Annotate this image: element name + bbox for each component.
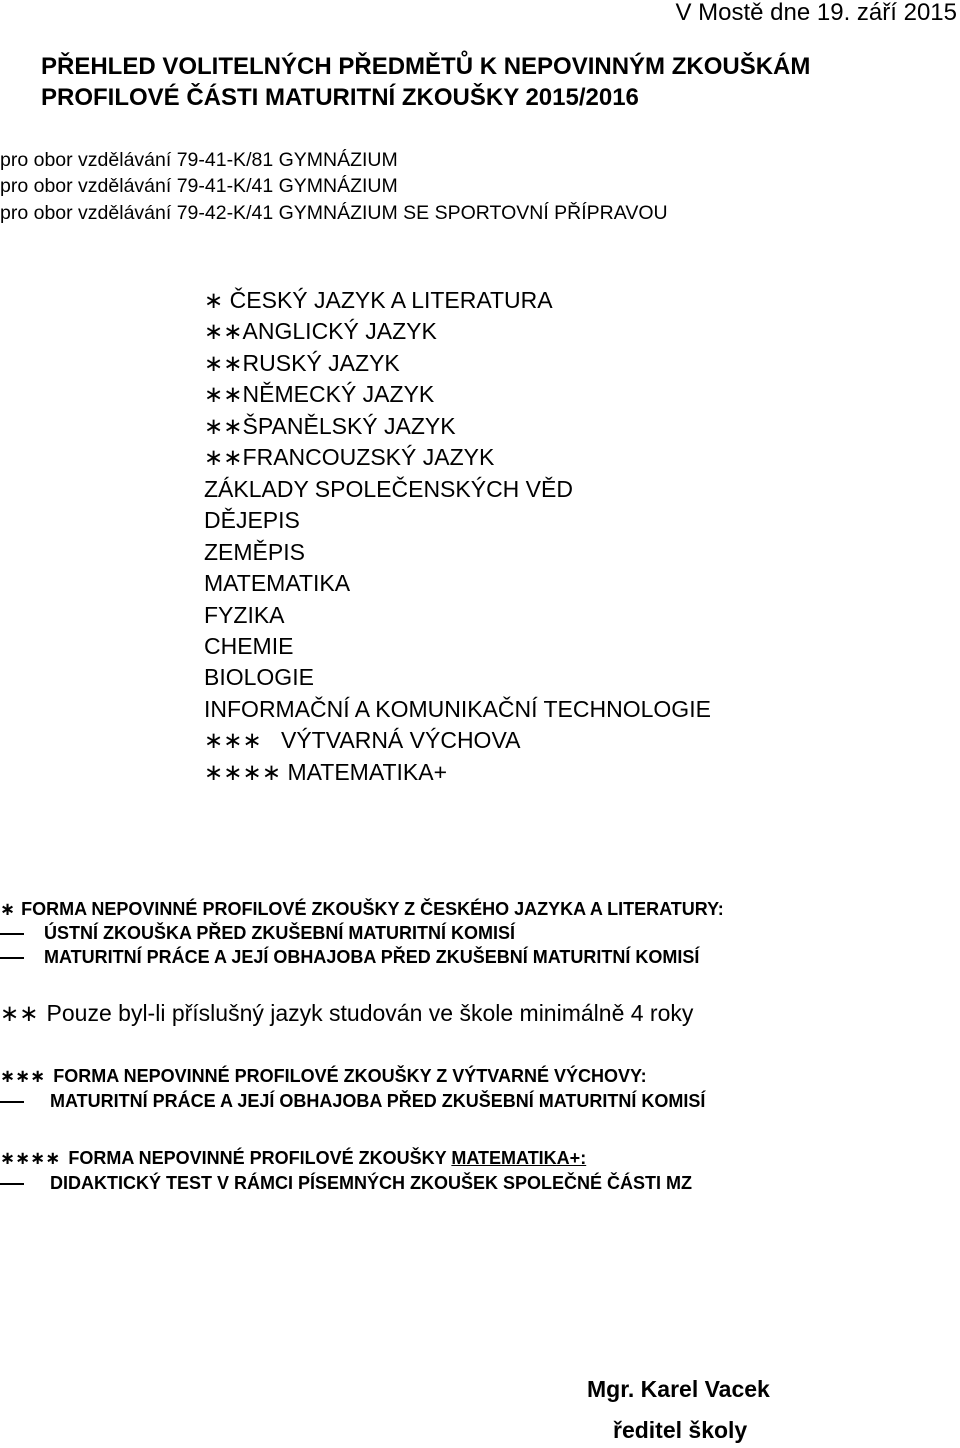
subject-name: VÝTVARNÁ VÝCHOVA	[281, 727, 521, 753]
note-item-text: MATURITNÍ PRÁCE A JEJÍ OBHAJOBA PŘED ZKUŠEBNÍ MATURITNÍ KOMISÍ	[50, 1091, 706, 1111]
field-of-study-3: pro obor vzdělávání 79-42-K/41 GYMNÁZIUM SE SPORTOVNÍ PŘÍPRAVOU	[0, 202, 668, 224]
subject-name: ANGLICKÝ JAZYK	[242, 318, 437, 344]
subject-name: ŠPANĚLSKÝ JAZYK	[242, 413, 456, 439]
asterisk-icon: ∗∗	[204, 381, 243, 407]
subject-item	[204, 631, 293, 662]
subject-name: NĚMECKÝ JAZYK	[242, 381, 435, 407]
subject-item	[204, 568, 350, 599]
signature-role: ředitel školy	[613, 1417, 748, 1443]
subject-name: BIOLOGIE	[204, 664, 314, 690]
subject-item	[204, 411, 456, 442]
signature-name: Mgr. Karel Vacek	[587, 1376, 770, 1402]
note-czech-item-1	[0, 923, 515, 944]
subject-name: MATEMATIKA+	[287, 759, 448, 785]
subject-name: CHEMIE	[204, 633, 294, 659]
dash-bullet	[0, 933, 24, 935]
note-heading-text: FORMA NEPOVINNÉ PROFILOVÉ ZKOUŠKY Z ČESKÉHO JAZYKA A LITERATURY:	[21, 899, 724, 919]
note-czech-item-2	[0, 947, 699, 968]
subject-name: FYZIKA	[204, 602, 285, 628]
note-heading-underlined: MATEMATIKA+:	[451, 1148, 587, 1168]
subject-item	[204, 505, 300, 536]
subject-item	[204, 600, 285, 631]
subject-item	[204, 316, 437, 347]
subject-item	[204, 348, 400, 379]
document-title-line-2: PROFILOVÉ ČÁSTI MATURITNÍ ZKOUŠKY 2015/2016	[41, 84, 639, 111]
asterisk-icon: ∗∗∗∗	[0, 1148, 61, 1168]
subject-name: FRANCOUZSKÝ JAZYK	[242, 444, 495, 470]
subject-item	[204, 474, 573, 505]
subject-name: DĚJEPIS	[204, 507, 300, 533]
note-art-item-1	[0, 1091, 705, 1112]
subject-name: ZEMĚPIS	[204, 539, 305, 565]
note-math-item-1	[0, 1173, 692, 1194]
subject-name: RUSKÝ JAZYK	[242, 350, 400, 376]
asterisk-icon: ∗∗	[0, 1000, 39, 1026]
subject-item	[204, 537, 305, 568]
dash-bullet	[0, 957, 24, 959]
subject-item	[204, 662, 314, 693]
asterisk-icon: ∗∗∗	[0, 1066, 46, 1086]
field-of-study-1: pro obor vzdělávání 79-41-K/81 GYMNÁZIUM	[0, 149, 398, 171]
dash-bullet	[0, 1183, 24, 1185]
subject-item	[204, 725, 520, 756]
note-language-condition	[0, 1000, 693, 1027]
note-heading-text: FORMA NEPOVINNÉ PROFILOVÉ ZKOUŠKY	[68, 1148, 452, 1168]
note-item-text: ÚSTNÍ ZKOUŠKA PŘED ZKUŠEBNÍ MATURITNÍ KOMISÍ	[44, 923, 515, 943]
asterisk-icon: ∗	[0, 899, 16, 919]
note-text: Pouze byl-li příslušný jazyk studován ve škole minimálně 4 roky	[46, 1000, 694, 1026]
dash-bullet	[0, 1101, 24, 1103]
subject-name: MATEMATIKA	[204, 570, 351, 596]
subject-item	[204, 757, 447, 788]
asterisk-icon: ∗∗	[204, 350, 243, 376]
subject-item	[204, 442, 494, 473]
asterisk-icon: ∗∗∗∗	[204, 759, 288, 785]
asterisk-icon: ∗∗	[204, 444, 243, 470]
document-title-line-1: PŘEHLED VOLITELNÝCH PŘEDMĚTŮ K NEPOVINNÝM ZKOUŠKÁM	[41, 53, 811, 80]
note-heading-text: FORMA NEPOVINNÉ PROFILOVÉ ZKOUŠKY Z VÝTVARNÉ VÝCHOVY:	[53, 1066, 647, 1086]
asterisk-icon: ∗∗	[204, 318, 243, 344]
subject-item	[204, 694, 711, 725]
asterisk-icon: ∗∗∗	[204, 727, 281, 753]
subject-name: ZÁKLADY SPOLEČENSKÝCH VĚD	[204, 476, 573, 502]
subject-name: ČESKÝ JAZYK A LITERATURA	[229, 287, 553, 313]
note-item-text: DIDAKTICKÝ TEST V RÁMCI PÍSEMNÝCH ZKOUŠEK SPOLEČNÉ ČÁSTI MZ	[50, 1173, 693, 1193]
note-art-heading	[0, 1066, 647, 1087]
asterisk-icon: ∗	[204, 287, 230, 313]
field-of-study-2: pro obor vzdělávání 79-41-K/41 GYMNÁZIUM	[0, 175, 398, 197]
note-math-heading	[0, 1148, 586, 1169]
subject-item	[204, 379, 434, 410]
asterisk-icon: ∗∗	[204, 413, 243, 439]
note-czech-heading	[0, 899, 724, 920]
document-date: V Mostě dne 19. září 2015	[675, 0, 957, 26]
subject-name: INFORMAČNÍ A KOMUNIKAČNÍ TECHNOLOGIE	[204, 696, 711, 722]
subject-item	[204, 285, 553, 316]
note-item-text: MATURITNÍ PRÁCE A JEJÍ OBHAJOBA PŘED ZKUŠEBNÍ MATURITNÍ KOMISÍ	[44, 947, 700, 967]
